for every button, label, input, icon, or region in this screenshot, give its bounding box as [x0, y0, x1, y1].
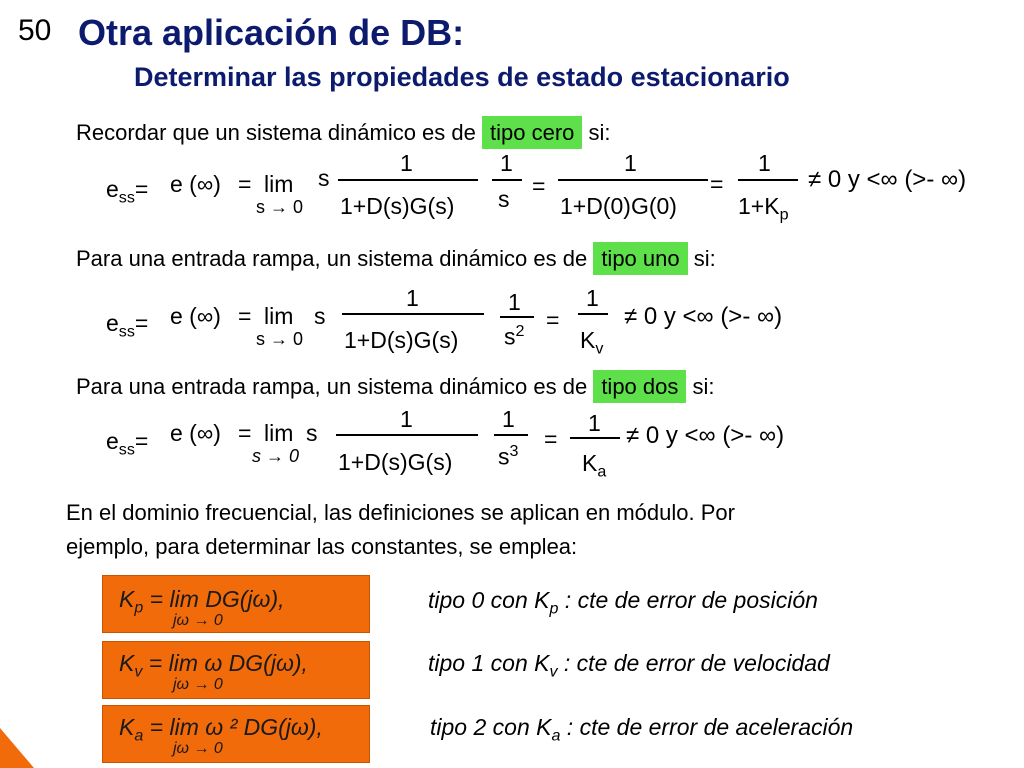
sec1-eq3: =: [532, 173, 546, 199]
sec3-fracbar1: [336, 434, 478, 436]
sec3-den3: $K_a$: [582, 450, 607, 481]
sec3-eq2: =: [238, 420, 252, 446]
sec1-num1: 1: [400, 150, 413, 176]
sec3-num3: 1: [588, 410, 601, 436]
kp-formula: $K_p = \lim DG(j\omega)$,: [119, 586, 285, 617]
sec3-eq3: =: [544, 426, 558, 452]
kv-formula: $K_v = \lim \omega$ DG(jω),: [119, 650, 308, 681]
sec2-fracbar1: [342, 313, 484, 315]
sec1-eq4: =: [710, 171, 724, 197]
sec1-ess: $e_{ss}=$: [106, 176, 149, 207]
sec3-highlight: tipo dos: [593, 370, 686, 403]
sec2-text-after: si:: [693, 246, 716, 271]
sec3-fracbar3: [570, 437, 620, 439]
sec1-fracbar2: [492, 179, 522, 181]
sec1-lim: lim: [264, 171, 294, 197]
sec1-num2: 1: [500, 150, 513, 176]
sec2-den2: $s^2$: [504, 322, 525, 350]
sec1-eq2: =: [238, 171, 252, 197]
ka-formula: $K_a = \lim \omega$ ² DG(jω),: [119, 714, 323, 745]
kp-box: [102, 575, 370, 633]
sec1-s: s: [318, 165, 330, 191]
slide-subtitle: Determinar las propiedades de estado estacionario: [134, 62, 790, 92]
sec3-lim-sub: s → 0: [252, 446, 300, 466]
ka-lim-sub: jω → 0: [173, 740, 223, 757]
sec1-den1: 1+D(s)G(s): [340, 193, 455, 219]
kv-lim-sub: jω → 0: [173, 676, 223, 693]
sec2-tail: ≠ 0 y <∞ (>- ∞): [624, 303, 783, 330]
sec2-sentence: [76, 246, 716, 272]
sec3-ess: $e_{ss}=$: [106, 428, 149, 459]
sec2-einf: e (∞): [170, 303, 221, 329]
sec3-text-after: si:: [692, 374, 715, 399]
sec1-einf: e (∞): [170, 171, 221, 197]
paragraph-line1: En el dominio frecuencial, las definiciones se aplican en módulo. Por: [66, 500, 735, 525]
sec1-fracbar1: [338, 179, 478, 181]
slide-number: 50: [18, 14, 52, 47]
sec3-lim: lim: [264, 420, 294, 446]
slide-title: Otra aplicación de DB:: [78, 12, 465, 53]
sec1-text-after: si:: [588, 120, 611, 145]
sec1-highlight: tipo cero: [482, 116, 582, 149]
sec1-den2: s: [498, 186, 510, 212]
sec2-highlight: tipo uno: [593, 242, 687, 275]
sec2-den3: $K_v$: [580, 327, 604, 358]
kv-description: tipo 1 con $K_v$ : cte de error de velocidad: [428, 650, 830, 681]
sec3-den2: $s^3$: [498, 442, 519, 470]
sec1-sentence: [76, 120, 611, 146]
sec1-lim-sub: s → 0: [256, 197, 304, 217]
sec3-num2: 1: [502, 406, 515, 432]
kp-lim-sub: jω → 0: [173, 612, 223, 629]
sec3-sentence: [76, 374, 715, 400]
sec3-fracbar2: [494, 434, 528, 436]
sec3-tail: ≠ 0 y <∞ (>- ∞): [626, 422, 785, 449]
sec2-fracbar3: [578, 313, 608, 315]
sec2-eq2: =: [238, 303, 252, 329]
sec2-fracbar2: [500, 316, 534, 318]
sec1-text-before: Recordar que un sistema dinámico es de: [76, 120, 476, 145]
sec1-den3: 1+D(0)G(0): [560, 193, 677, 219]
sec2-num3: 1: [586, 285, 599, 311]
sec2-lim: lim: [264, 303, 294, 329]
kp-description: tipo 0 con $K_p$ : cte de error de posición: [428, 587, 818, 618]
sec1-num3: 1: [624, 150, 637, 176]
ka-description: tipo 2 con $K_a$ : cte de error de aceleración: [430, 714, 854, 745]
kv-box: [102, 641, 370, 699]
sec2-text-before: Para una entrada rampa, un sistema dinámico es de: [76, 246, 588, 271]
sec3-den1: 1+D(s)G(s): [338, 449, 453, 475]
ka-box: [102, 705, 370, 763]
corner-decoration: [0, 728, 34, 768]
sec3-text-before: Para una entrada rampa, un sistema dinámico es de: [76, 374, 588, 399]
sec2-num2: 1: [508, 289, 521, 315]
sec3-num1: 1: [400, 406, 413, 432]
sec1-tail: ≠ 0 y <∞ (>- ∞): [808, 166, 967, 193]
sec3-s: s: [306, 420, 318, 446]
sec3-einf: e (∞): [170, 420, 221, 446]
paragraph-line2: ejemplo, para determinar las constantes, se emplea:: [66, 534, 578, 559]
sec2-ess: $e_{ss}=$: [106, 310, 149, 341]
sec2-s: s: [314, 303, 326, 329]
sec2-lim-sub: s → 0: [256, 329, 304, 349]
sec2-den1: 1+D(s)G(s): [344, 327, 459, 353]
sec2-num1: 1: [406, 285, 419, 311]
sec1-fracbar4: [738, 179, 798, 181]
sec1-num4: 1: [758, 150, 771, 176]
sec1-den4: $1+K_p$: [738, 193, 789, 224]
sec1-fracbar3: [558, 179, 708, 181]
sec2-eq3: =: [546, 307, 560, 333]
